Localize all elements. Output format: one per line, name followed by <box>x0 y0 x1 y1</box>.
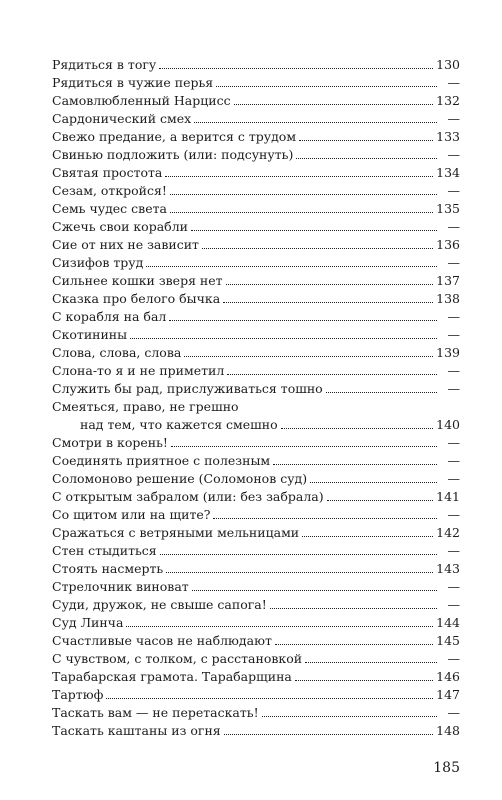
toc-entry-page: 148 <box>436 723 460 738</box>
table-of-contents <box>52 56 460 740</box>
toc-entry-title: Со щитом или на щите? <box>52 507 211 522</box>
dot-leader <box>226 284 434 285</box>
dot-leader <box>169 320 437 321</box>
toc-entry-page: — <box>447 147 460 162</box>
toc-entry-page: 142 <box>436 525 460 540</box>
dot-leader <box>130 338 437 339</box>
toc-entry-title: Таскать вам — не перетаскать! <box>52 705 259 720</box>
toc-entry-page: — <box>447 255 460 270</box>
dot-leader <box>270 608 437 609</box>
toc-entry-title: Скотинины <box>52 327 128 342</box>
toc-entry <box>52 182 460 200</box>
toc-entry-page: 140 <box>436 417 460 432</box>
toc-entry <box>52 110 460 128</box>
toc-entry <box>52 362 460 380</box>
dot-leader <box>146 266 437 267</box>
toc-entry-title: Святая простота <box>52 165 163 180</box>
dot-leader <box>295 680 433 681</box>
toc-entry-page: 134 <box>436 165 460 180</box>
toc-entry <box>52 380 460 398</box>
toc-entry-page: 145 <box>436 633 460 648</box>
toc-entry-title: С корабля на бал <box>52 309 167 324</box>
toc-entry-page: — <box>447 435 460 450</box>
page-number: 185 <box>433 760 460 776</box>
dot-leader <box>296 158 437 159</box>
toc-entry <box>52 668 460 686</box>
toc-entry-title: Смотри в корень! <box>52 435 168 450</box>
toc-entry <box>52 128 460 146</box>
toc-entry-page: 138 <box>436 291 460 306</box>
dot-leader <box>106 698 433 699</box>
toc-entry-title: Суди, дружок, не свыше сапога! <box>52 597 267 612</box>
toc-entry <box>52 434 460 452</box>
dot-leader <box>213 518 437 519</box>
dot-leader <box>202 248 433 249</box>
toc-entry-title: Сие от них не зависит <box>52 237 199 252</box>
toc-entry-title-line <box>52 398 460 416</box>
dot-leader <box>310 482 437 483</box>
toc-entry <box>52 74 460 92</box>
dot-leader <box>166 572 433 573</box>
toc-entry <box>52 704 460 722</box>
toc-entry <box>52 452 460 470</box>
toc-entry-title: Тарабарская грамота. Тарабарщина <box>52 669 292 684</box>
toc-entry-title: Слова, слова, слова <box>52 345 182 360</box>
dot-leader <box>170 212 433 213</box>
toc-entry-page: 137 <box>436 273 460 288</box>
toc-entry-page: 133 <box>436 129 460 144</box>
toc-entry-title: Счастливые часов не наблюдают <box>52 633 272 648</box>
toc-entry-page: 135 <box>436 201 460 216</box>
dot-leader <box>234 104 434 105</box>
dot-leader <box>171 446 437 447</box>
dot-leader <box>191 230 437 231</box>
toc-entry-title: Сильнее кошки зверя нет <box>52 273 223 288</box>
toc-entry <box>52 578 460 596</box>
toc-entry <box>52 542 460 560</box>
toc-entry-page: 130 <box>436 57 460 72</box>
toc-entry-page: — <box>447 219 460 234</box>
toc-entry-page: — <box>447 111 460 126</box>
toc-entry-page: — <box>447 705 460 720</box>
toc-entry-title: Свежо предание, а верится с трудом <box>52 129 297 144</box>
toc-entry <box>52 506 460 524</box>
toc-entry-title: Стоять насмерть <box>52 561 164 576</box>
toc-entry <box>52 254 460 272</box>
toc-entry <box>52 92 460 110</box>
toc-entry-page: — <box>447 507 460 522</box>
toc-entry-title: Рядиться в чужие перья <box>52 75 214 90</box>
toc-entry-title: Служить бы рад, прислуживаться тошно <box>52 381 323 396</box>
toc-entry-title: Сизифов труд <box>52 255 144 270</box>
toc-entry <box>52 218 460 236</box>
toc-entry-page: 146 <box>436 669 460 684</box>
toc-entry-page: — <box>447 309 460 324</box>
dot-leader <box>170 194 437 195</box>
toc-entry-page: — <box>447 327 460 342</box>
toc-entry-title: Стен стыдиться <box>52 543 157 558</box>
toc-entry-page: — <box>447 381 460 396</box>
dot-leader <box>302 536 433 537</box>
toc-entry-title: Тартюф <box>52 687 104 702</box>
toc-entry-title: Сжечь свои корабли <box>52 219 188 234</box>
dot-leader <box>184 356 433 357</box>
toc-entry-page: — <box>447 579 460 594</box>
toc-entry-title: С чувством, с толком, с расстановкой <box>52 651 303 666</box>
toc-entry-page: 143 <box>436 561 460 576</box>
toc-entry-page: 139 <box>436 345 460 360</box>
toc-entry <box>52 308 460 326</box>
dot-leader <box>192 590 437 591</box>
dot-leader <box>275 644 433 645</box>
toc-entry-page: 144 <box>436 615 460 630</box>
toc-entry <box>52 200 460 218</box>
toc-entry-page: — <box>447 471 460 486</box>
dot-leader <box>126 626 433 627</box>
dot-leader <box>273 464 437 465</box>
toc-entry-title: Смеяться, право, не грешно <box>52 399 239 414</box>
toc-entry-title: Таскать каштаны из огня <box>52 723 221 738</box>
dot-leader <box>159 68 433 69</box>
toc-entry-page: — <box>447 363 460 378</box>
dot-leader <box>326 392 437 393</box>
dot-leader <box>262 716 437 717</box>
toc-entry-title: Стрелочник виноват <box>52 579 189 594</box>
toc-entry <box>52 164 460 182</box>
toc-entry-title: Свинью подложить (или: подсунуть) <box>52 147 294 162</box>
toc-entry-title: Сражаться с ветряными мельницами <box>52 525 300 540</box>
toc-entry <box>52 272 460 290</box>
toc-entry-page: — <box>447 597 460 612</box>
toc-entry <box>52 146 460 164</box>
toc-entry <box>52 236 460 254</box>
dot-leader <box>227 374 437 375</box>
toc-entry <box>52 596 460 614</box>
dot-leader <box>327 500 434 501</box>
toc-entry <box>52 344 460 362</box>
dot-leader <box>216 86 437 87</box>
toc-entry-page: 147 <box>436 687 460 702</box>
toc-entry-title: Соломоново решение (Соломонов суд) <box>52 471 308 486</box>
dot-leader <box>224 734 433 735</box>
toc-entry-page: 141 <box>436 489 460 504</box>
toc-entry-title: Семь чудес света <box>52 201 167 216</box>
toc-entry <box>52 56 460 74</box>
toc-entry <box>52 632 460 650</box>
toc-entry-page: — <box>447 651 460 666</box>
toc-entry-page: — <box>447 183 460 198</box>
toc-entry <box>52 614 460 632</box>
toc-entry <box>52 524 460 542</box>
toc-entry-title: Рядиться в тогу <box>52 57 157 72</box>
toc-entry <box>52 650 460 668</box>
toc-entry-page: 132 <box>436 93 460 108</box>
dot-leader <box>160 554 437 555</box>
toc-entry <box>52 560 460 578</box>
toc-entry <box>52 470 460 488</box>
toc-entry-title: Самовлюбленный Нарцисс <box>52 93 231 108</box>
toc-entry <box>52 326 460 344</box>
dot-leader <box>299 140 433 141</box>
dot-leader <box>281 428 433 429</box>
toc-entry <box>52 722 460 740</box>
toc-entry-title: Слона-то я и не приметил <box>52 363 225 378</box>
toc-entry-title: С открытым забралом (или: без забрала) <box>52 489 324 504</box>
toc-entry <box>52 488 460 506</box>
toc-entry <box>52 686 460 704</box>
toc-entry <box>52 290 460 308</box>
dot-leader <box>165 176 433 177</box>
dot-leader <box>305 662 437 663</box>
toc-entry <box>52 416 460 434</box>
dot-leader <box>223 302 433 303</box>
toc-entry-page: — <box>447 543 460 558</box>
toc-entry-page: — <box>447 453 460 468</box>
toc-entry-title: Сардонический смех <box>52 111 192 126</box>
toc-entry-title-continuation: над тем, что кажется смешно <box>80 417 278 432</box>
toc-entry-page: 136 <box>436 237 460 252</box>
toc-entry-title: Соединять приятное с полезным <box>52 453 271 468</box>
toc-entry-title: Суд Линча <box>52 615 124 630</box>
toc-entry-title: Сезам, откройся! <box>52 183 167 198</box>
dot-leader <box>194 122 437 123</box>
toc-entry-page: — <box>447 75 460 90</box>
toc-entry-title: Сказка про белого бычка <box>52 291 221 306</box>
